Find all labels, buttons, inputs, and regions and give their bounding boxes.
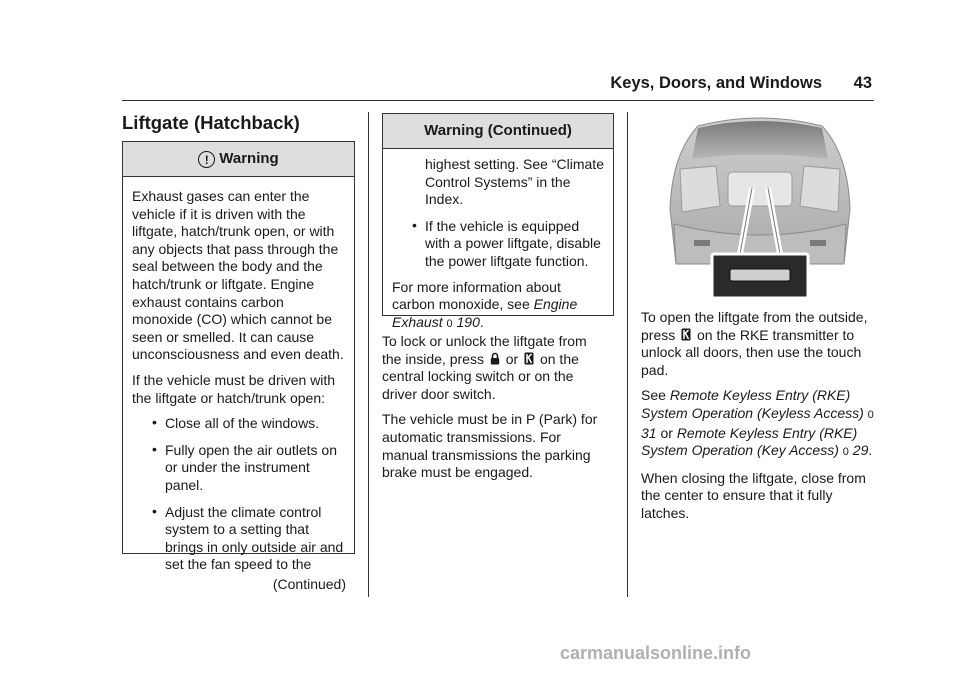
more-info-text: For more information about carbon monoxide, see Engine Exhaust 0 190. [392, 278, 578, 330]
warning-continued-title: Warning (Continued) [424, 122, 572, 140]
warning-continuation: highest setting. See “Climate Control Systems” in the Index. [425, 156, 604, 208]
warning-title: Warning [219, 150, 279, 168]
rke-key-access-page[interactable]: 29 [852, 442, 869, 459]
section-title: Liftgate (Hatchback) [122, 112, 300, 133]
unlock-icon [524, 352, 534, 365]
page-header [122, 72, 874, 101]
warning-bullet-2: • Fully open the air outlets on or under the instrument panel. [152, 440, 337, 493]
open-liftgate-paragraph: To open the liftgate from the outside, press on the RKE transmitter to unlock all doors, then use the touch pad. [641, 309, 868, 378]
bullet-marker: • [412, 216, 417, 233]
lock-icon [490, 352, 500, 365]
page-ref-icon: 0 [842, 446, 849, 459]
column-divider-1 [368, 112, 369, 597]
closing-liftgate-paragraph: When closing the liftgate, close from the center to ensure that it fully latches. [641, 469, 866, 521]
rke-key-access-ref[interactable]: Remote Keyless Entry (RKE) System Operation (Key Access) [641, 424, 858, 459]
page-ref-icon: 0 [446, 317, 453, 330]
warning-continued-header [383, 114, 613, 149]
bullet-marker: • [152, 440, 157, 457]
warning-box-header [123, 142, 354, 177]
column-3-text [641, 309, 877, 531]
unlock-icon [681, 328, 691, 341]
rke-reference-paragraph: See Remote Keyless Entry (RKE) System Operation (Keyless Access) 0 31 or Remote Keyless Entry (RKE) System Operation (Key Access) 0 29. [641, 387, 874, 459]
continued-label: (Continued) [272, 575, 346, 592]
bullet-marker: • [152, 502, 157, 519]
warning-bullet-1: • Close all of the windows. [152, 414, 320, 432]
rke-keyless-access-page[interactable]: 31 [641, 424, 657, 441]
warning-power-liftgate-bullet: • If the vehicle is equipped with a power liftgate, disable the power liftgate function. [412, 216, 601, 269]
warning-paragraph-2: If the vehicle must be driven with the liftgate or hatch/trunk open: [132, 371, 336, 406]
bullet-marker: • [152, 414, 157, 431]
warning-box [122, 141, 355, 592]
warning-continued-box [382, 113, 614, 330]
page-number: 43 [853, 74, 872, 92]
column-divider-2 [627, 112, 628, 597]
watermark: carmanualsonline.info [560, 643, 752, 663]
engine-exhaust-ref[interactable]: Engine Exhaust [392, 296, 578, 330]
engine-exhaust-page[interactable]: 190 [456, 313, 480, 330]
header-title: Keys, Doors, and Windows [610, 74, 822, 92]
column-2-text [382, 333, 608, 490]
lock-unlock-paragraph: To lock or unlock the liftgate from the inside, press or on the central locking switch or on the driver door switch. [382, 333, 587, 402]
warning-icon: ! [198, 151, 215, 168]
vehicle-rear-illustration [668, 114, 852, 300]
page-ref-icon: 0 [867, 408, 874, 421]
warning-bullet-3: • Adjust the climate control system to a setting that brings in only outside air and set the fan speed to the [152, 502, 344, 573]
park-paragraph: The vehicle must be in P (Park) for automatic transmissions. For manual transmissions the parking brake must be engaged. [382, 411, 598, 481]
warning-paragraph-1: Exhaust gases can enter the vehicle if it is driven with the liftgate, hatch/trunk open, or with any objects that pass through the seal between the body and the hatch/trunk or liftgate. Engine exhaust contains carbon monoxide (CO) which cannot be seen or smelled. It can cause unconsciousness and even death. [132, 188, 344, 363]
rke-keyless-access-ref[interactable]: Remote Keyless Entry (RKE) System Operation (Keyless Access) [641, 387, 864, 421]
